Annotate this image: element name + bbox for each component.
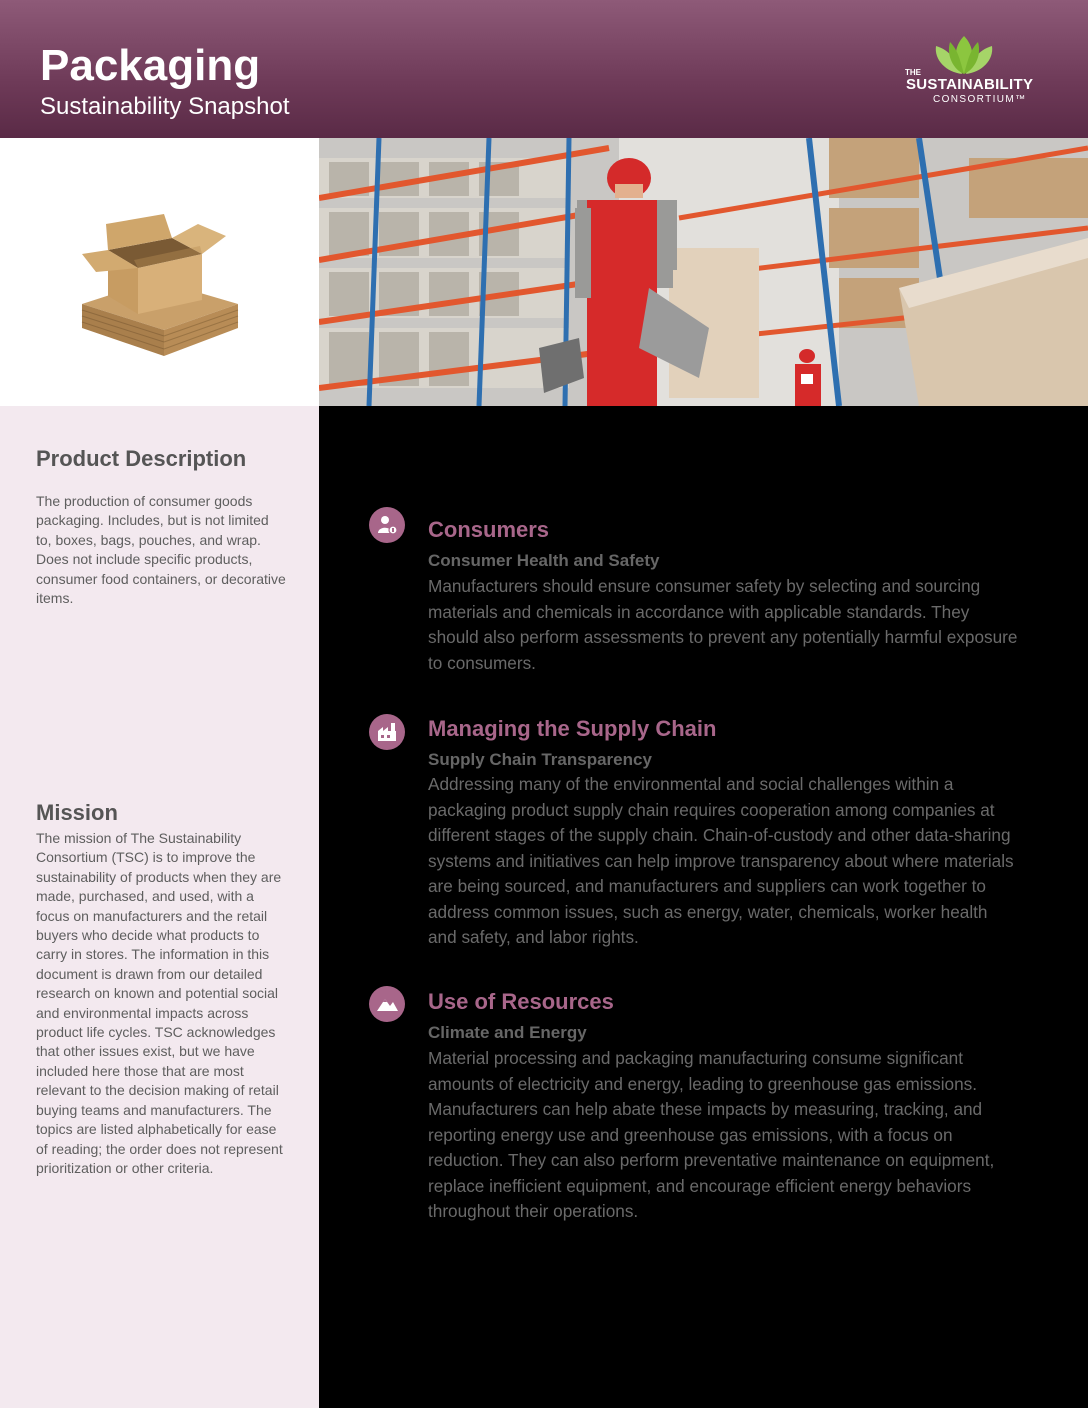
topic-title-supply-chain: Managing the Supply Chain [428,716,717,741]
topic-subtitle-supply-chain-transparency: Supply Chain Transparency [428,750,652,769]
topic-body-consumers: Manufacturers should ensure consumer safety by selecting and sourcing materials and chemicals in accordance with applicable standards. They should also perform assessments to prevent any potentially harmful exposure to consumers. [428,576,1018,673]
product-description-body: The production of consumer goods packaging. Includes, but is not limited to, boxes, bags, pouches, and wrap. Does not include specific products, consumer food containers, or decorative items. [36,493,286,607]
warehouse-worker-image [319,138,1088,406]
sidebar [0,406,319,1408]
leaf-logo-icon [930,34,998,76]
consumer-icon [369,507,405,543]
logo-line-consortium: CONSORTIUM™ [933,94,1027,105]
logo-line-sustainability: SUSTAINABILITY [906,76,1034,93]
topic-body-resources: Material processing and packaging manufacturing consume significant amounts of electricity and energy, leading to greenhouse gas emissions. Manufacturers can help abate these impacts by measuring, tracking, and reporting energy use and greenhouse gas emissions, with a focus on reduction. They can also perform preventative maintenance on equipment, replace inefficient equipment, and encourage efficient energy behaviors throughout their operations. [428,1048,995,1221]
mountain-icon [369,986,405,1022]
page-title: Packaging [40,41,261,90]
page-header [0,0,1088,138]
mission-body: The mission of The Sustainability Consortium (TSC) is to improve the sustainability of products when they are made, purchased, and used, with a focus on manufacturers and the retail buyers who decide what products to carry in stores. The information in this document is drawn from our detailed research on known and potential social and environmental impacts across product life cycles. TSC acknowledges that other issues exist, but we have included here those that are most relevant to the decision making of retail buying teams and manufacturers. The topics are listed alphabetically for ease of reading; the order does not represent prioritization or other criteria. [36,830,283,1176]
tsc-logo [900,34,1034,110]
topic-title-consumers: Consumers [428,517,550,542]
mission-heading: Mission [36,800,118,825]
topic-body-supply-chain: Addressing many of the environmental and social challenges within a packaging product supply chain requires cooperation among companies at different stages of the supply chain. Chain-of-custody and other data-sharing systems and initiatives can help improve transparency about where materials are being sourced, and manufacturers and suppliers can work together to address common issues, such as energy, water, chemicals, worker health and safety, and labor rights. [428,774,1014,947]
topic-subtitle-consumer-health: Consumer Health and Safety [428,551,660,570]
factory-icon [369,714,405,750]
warehouse-photo [319,138,1088,406]
product-image-panel [0,138,319,406]
product-description-heading: Product Description [36,446,247,471]
page-subtitle: Sustainability Snapshot [40,93,290,120]
topic-title-resources: Use of Resources [428,989,614,1014]
cardboard-box-image [76,210,241,360]
logo-line-the: THE [905,68,921,77]
topic-subtitle-climate-energy: Climate and Energy [428,1023,587,1042]
